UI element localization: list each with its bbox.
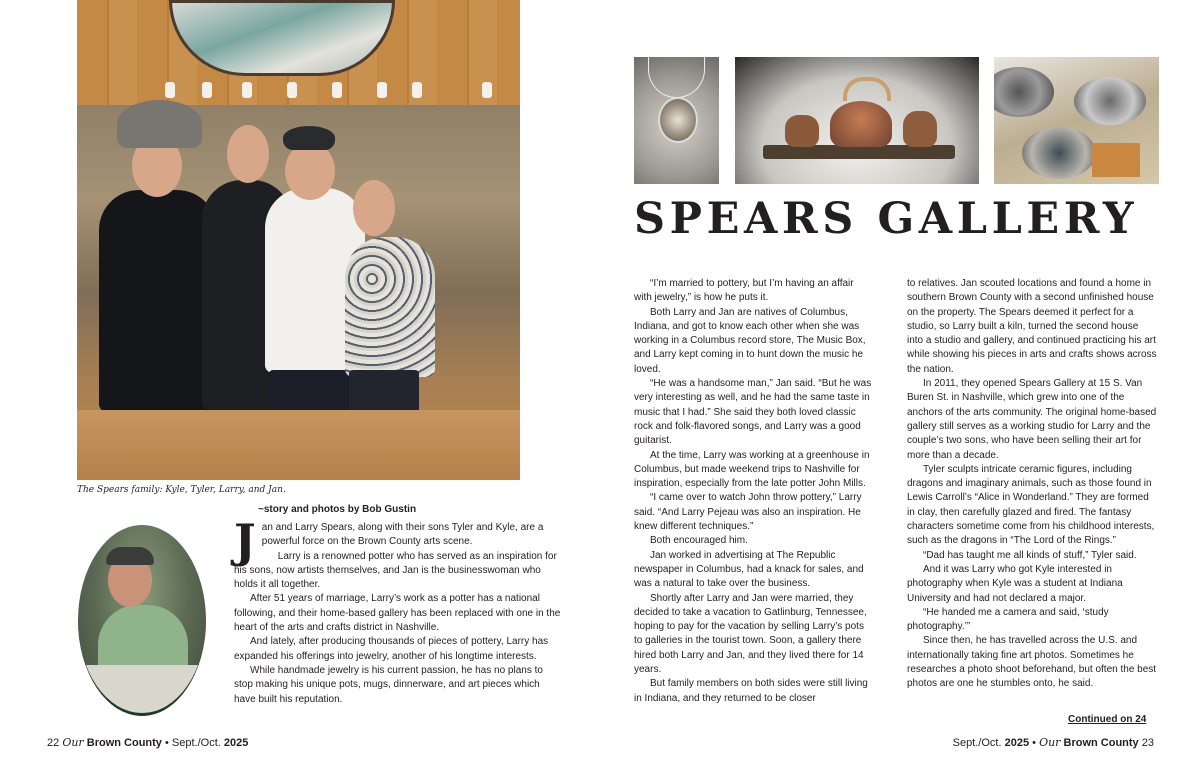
teapot-set-photo bbox=[735, 57, 979, 184]
paragraph: Shortly after Larry and Jan were married, they decided to take a vacation to Gatlinburg, Tennessee, hoping to pay for the vacation by selling Larry’s pots to galleries in the tourist town. Soon, a gallery there hired both Larry and Jan, and they lived there for 14 years. bbox=[634, 592, 867, 676]
paragraph: “He was a handsome man,” Jan said. “But he was very interesting as well, and he had the same taste in music that I had.” She said they both loved classic rock and folk-flavored songs, and Larry was a good guitarist. bbox=[634, 378, 872, 447]
track-light-decor bbox=[482, 82, 492, 98]
drop-cap: J bbox=[234, 514, 256, 568]
chain-decor bbox=[648, 57, 705, 98]
cap-figure bbox=[106, 547, 154, 565]
page-title: SPEARS GALLERY bbox=[634, 194, 1139, 244]
pitcher-figure bbox=[785, 115, 819, 147]
paragraph: Jan and Larry Spears, along with their sons Tyler and Kyle, are a powerful force on the Brown County arts scene. bbox=[234, 514, 544, 568]
separator: • bbox=[164, 737, 169, 749]
separator: • bbox=[1032, 737, 1037, 749]
paragraph: And it was Larry who got Kyle interested in photography when Kyle was a student at Indiana University and had not declared a major. bbox=[907, 563, 1123, 604]
magazine-name: Brown County bbox=[86, 737, 162, 749]
workbench-figure bbox=[78, 665, 206, 713]
byline: ~story and photos by Bob Gustin bbox=[258, 504, 417, 515]
track-light-decor bbox=[412, 82, 422, 98]
bowl-figure bbox=[1074, 77, 1146, 125]
paragraph: Both Larry and Jan are natives of Columbus, Indiana, and got to know each other when she was working in a Columbus record store, The Music Box, and Larry kept coming in to hunt down the music he loved. bbox=[634, 306, 866, 375]
pendant-stone bbox=[658, 97, 698, 143]
photo-caption: The Spears family: Kyle, Tyler, Larry, and Jan. bbox=[77, 485, 286, 495]
magazine-name: Brown County bbox=[1063, 737, 1139, 749]
track-light-decor bbox=[202, 82, 212, 98]
paragraph: to relatives. Jan scouted locations and found a home in southern Brown County with a second unfinished house on the property. The Spears deemed it perfect for a studio, so Larry built a kiln, turned the second house into a studio and gallery, and continued practicing his art while showing his pieces in arts and crafts shows across the nation. bbox=[907, 278, 1157, 375]
track-light-decor bbox=[332, 82, 342, 98]
paragraph: Larry is a renowned potter who has served as an inspiration for his sons, now artists themselves, and Jan is the businesswoman who holds it all together. bbox=[234, 550, 557, 591]
issue-month: Sept./Oct. bbox=[952, 737, 1002, 749]
paragraph: After 51 years of marriage, Larry’s work as a potter has a national following, and their home-based gallery has been replaced with one in the heart of the arts and crafts district in Nashville. bbox=[234, 593, 561, 634]
paragraph: And lately, after producing thousands of pieces of pottery, Larry has expanded his offerings into jewelry, another of his longtime interests. bbox=[234, 636, 549, 662]
magazine-script: Our bbox=[1039, 736, 1061, 749]
paragraph: “I’m married to pottery, but I’m having an affair with jewelry,” is how he puts it. bbox=[634, 278, 854, 304]
hat-figure bbox=[117, 100, 202, 148]
person-larry-head bbox=[285, 142, 335, 200]
issue-month: Sept./Oct. bbox=[171, 737, 221, 749]
issue-year: 2025 bbox=[1004, 737, 1030, 749]
paragraph: While handmade jewelry is his current passion, he has no plans to stop making his unique pots, mugs, dinnerware, and art pieces which have built his reputation. bbox=[234, 664, 543, 705]
track-light-decor bbox=[377, 82, 387, 98]
potter-portrait-photo bbox=[78, 525, 206, 716]
paragraph: But family members on both sides were still living in Indiana, and they returned to be closer bbox=[634, 678, 868, 704]
track-light-decor bbox=[287, 82, 297, 98]
article-column-left bbox=[234, 514, 562, 707]
issue-year: 2025 bbox=[223, 737, 249, 749]
paragraph: Tyler sculpts intricate ceramic figures, including dragons and imaginary animals, such as those found in Lewis Carroll’s “Alice in Wonderland.” They are formed in clay, then carefully glazed and fired. The fantasy characters sometime come from his childhood interests, such as the dragons in “The Lord of the Rings.” bbox=[907, 463, 1155, 547]
paragraph: “He handed me a camera and said, ‘study photography.’” bbox=[907, 606, 1109, 633]
teapot-handle bbox=[843, 77, 891, 101]
magazine-script: Our bbox=[62, 736, 84, 749]
tray-figure bbox=[763, 145, 955, 159]
pendant-photo bbox=[634, 57, 719, 184]
person-jan-figure bbox=[345, 237, 435, 377]
bowl-figure bbox=[994, 67, 1054, 117]
paragraph: “I came over to watch John throw pottery,” Larry said. “And Larry Pejeau was also an inspiration. He knew different techniques.” bbox=[634, 492, 862, 533]
paragraph: Since then, he has travelled across the U.S. and internationally taking fine art photos. Sometimes he researches a photo shoot beforehand, but often the best photos are one he stumbles onto, he said. bbox=[907, 635, 1157, 690]
footer-left bbox=[47, 736, 248, 749]
jar-figure bbox=[903, 111, 937, 147]
article-column-middle bbox=[634, 277, 874, 706]
page-number: 22 bbox=[47, 737, 60, 749]
continued-link[interactable]: Continued on 24 bbox=[1068, 714, 1147, 725]
paragraph: At the time, Larry was working at a greenhouse in Columbus, but made weekend trips to Nashville for inspiration, especially from the late potter John Mills. bbox=[634, 449, 870, 490]
person-jan-head bbox=[353, 180, 395, 236]
paragraph: Both encouraged him. bbox=[650, 535, 748, 547]
cap-figure bbox=[283, 126, 335, 150]
page-number: 23 bbox=[1141, 737, 1154, 749]
track-light-decor bbox=[242, 82, 252, 98]
person-tyler-head bbox=[227, 125, 269, 183]
person-jan-legs bbox=[349, 370, 419, 415]
block-stand-figure bbox=[1092, 143, 1140, 177]
family-photo bbox=[77, 0, 520, 480]
track-light-decor bbox=[165, 82, 175, 98]
bowls-photo bbox=[994, 57, 1159, 184]
counter-decor bbox=[77, 410, 520, 480]
article-column-right bbox=[907, 277, 1157, 692]
bowl-figure bbox=[1022, 127, 1096, 179]
paragraph: Jan worked in advertising at The Republic newspaper in Columbus, had a knack for sales, and was a natural to take over the business. bbox=[634, 549, 864, 590]
paragraph: “Dad has taught me all kinds of stuff,” Tyler said. bbox=[923, 549, 1137, 561]
footer-right bbox=[953, 736, 1154, 749]
teapot-figure bbox=[830, 101, 892, 147]
person-kyle-figure bbox=[99, 190, 217, 412]
paragraph: In 2011, they opened Spears Gallery at 15 S. Van Buren St. in Nashville, which grew into one of the anchors of the arts community. The original home-based gallery still serves as a working studio for Larry and the couple’s two sons, who have been selling their art for more than a decade. bbox=[907, 378, 1157, 461]
